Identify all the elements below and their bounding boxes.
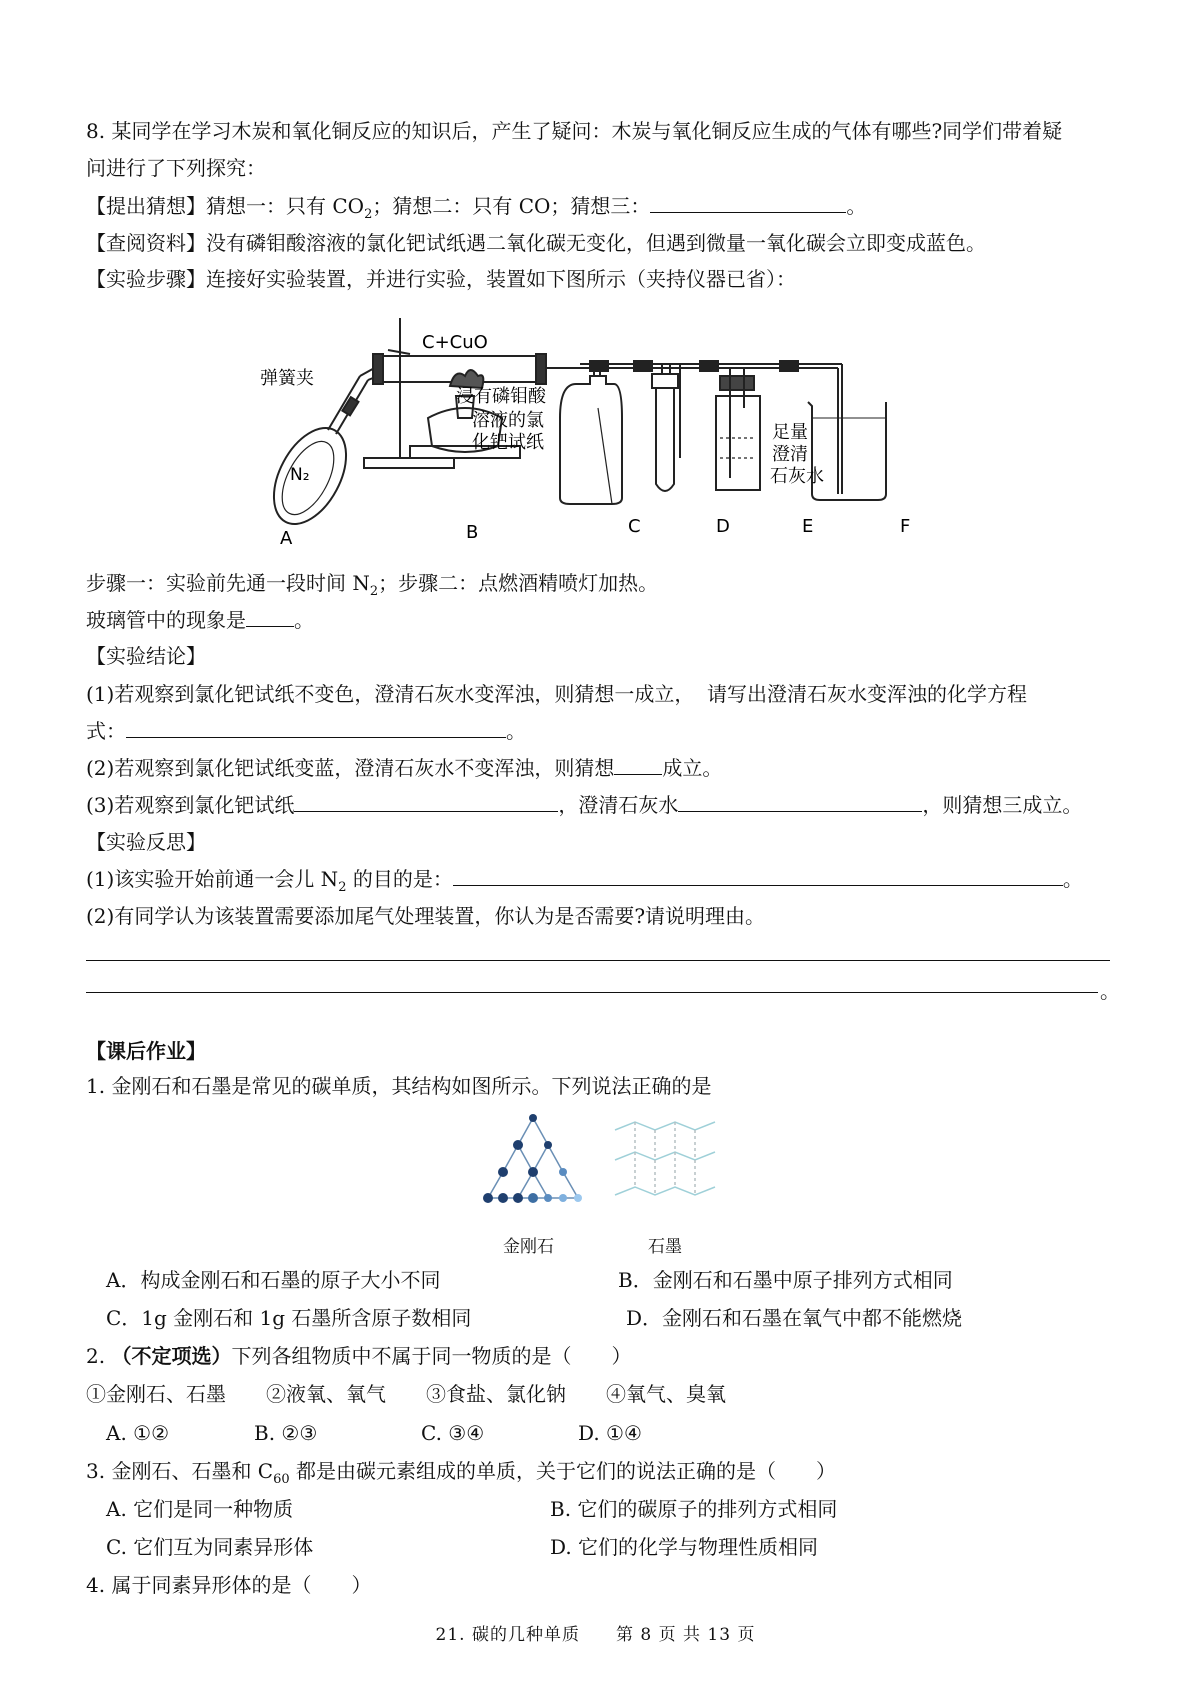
label-c: C — [628, 516, 641, 537]
hw-q1-option-a[interactable]: A．构成金刚石和石墨的原子大小不同 — [106, 1268, 441, 1292]
limewater-blank[interactable] — [678, 793, 922, 812]
hw-q3-stem: 3. 金刚石、石墨和 $C_{60}$ 都是由碳元素组成的单质，关于它们的说法正确的是（ ） — [86, 1459, 837, 1487]
answer-line-2[interactable] — [86, 992, 1098, 993]
c-cuo-label: C+CuO — [422, 332, 488, 353]
reflection-1-line: (1)该实验开始前通一会儿 $N_2$ 的目的是： 。 — [86, 867, 1083, 895]
label-d: D — [716, 516, 730, 537]
diamond-caption: 金刚石 — [503, 1237, 554, 1257]
answer-line-1[interactable] — [86, 960, 1110, 961]
hypothesis-label: 【提出猜想】 — [86, 194, 206, 218]
homework-title: 【课后作业】 — [86, 1039, 206, 1063]
graphite-caption: 石墨 — [648, 1237, 682, 1257]
answer-period: 。 — [1100, 979, 1120, 1003]
label-a: A — [280, 528, 293, 549]
q8-intro-line2: 问进行了下列探究： — [86, 156, 266, 180]
conclusion-label: 【实验结论】 — [86, 644, 206, 668]
q8-intro-line1: 8. 某同学在学习木炭和氧化铜反应的知识后，产生了疑问：木炭与氧化铜反应生成的气体有哪些?同学们带着疑 — [86, 119, 1063, 143]
hw-q1-stem: 1. 金刚石和石墨是常见的碳单质，其结构如图所示。下列说法正确的是 — [86, 1074, 712, 1098]
hw-q3-option-c[interactable]: C. 它们互为同素异形体 — [106, 1535, 314, 1559]
graphite-structure-image — [610, 1110, 720, 1210]
conclusion-3-line: (3)若观察到氯化钯试纸 ，澄清石灰水 ，则猜想三成立。 — [86, 793, 1083, 817]
n2-bag — [260, 416, 361, 536]
hypothesis-3-blank[interactable] — [650, 194, 846, 213]
equation-blank[interactable] — [126, 719, 506, 738]
hw-q2-stem: 2. （不定项选）下列各组物质中不属于同一物质的是（ ） — [86, 1344, 632, 1368]
reference-label: 【查阅资料】 — [86, 231, 206, 255]
hw-q4-stem: 4. 属于同素异形体的是（ ） — [86, 1573, 372, 1597]
n2-label: N₂ — [290, 465, 310, 485]
label-e: E — [802, 516, 814, 537]
conclusion-1-line1: (1)若观察到氯化钯试纸不变色，澄清石灰水变浑浊，则猜想一成立， 请写出澄清石灰水变浑浊的化学方程 — [86, 682, 1028, 706]
step-line: 【实验步骤】连接好实验装置，并进行实验，装置如下图所示（夹持仪器已省）： — [86, 267, 796, 291]
paper-label-3: 化钯试纸 — [472, 432, 544, 453]
reflection-2-line: (2)有同学认为该装置需要添加尾气处理装置，你认为是否需要?请说明理由。 — [86, 904, 766, 928]
diamond-structure-image — [478, 1110, 588, 1210]
hypothesis-line: 【提出猜想】猜想一：只有 $CO_2$；猜想二：只有 CO；猜想三： 。 — [86, 194, 867, 222]
reference-line: 【查阅资料】没有磷钼酸溶液的氯化钯试纸遇二氧化碳无变化，但遇到微量一氧化碳会立即变成蓝色。 — [86, 231, 986, 255]
page-footer: 21. 碳的几种单质 第 8 页 共 13 页 — [435, 1625, 756, 1645]
hw-q1-option-c[interactable]: C．1g 金刚石和 1g 石墨所含原子数相同 — [106, 1306, 472, 1330]
hypothesis-number-blank[interactable] — [614, 756, 662, 775]
reflection-label: 【实验反思】 — [86, 830, 206, 854]
conclusion-1-line2: 式： 。 — [86, 719, 526, 743]
hw-q3-option-d[interactable]: D. 它们的化学与物理性质相同 — [550, 1535, 819, 1559]
lime-label-3: 石灰水 — [770, 466, 824, 487]
paper-label-2: 溶液的氯 — [472, 410, 544, 431]
glass-phenomenon-blank[interactable] — [246, 608, 294, 627]
hw-q3-option-b[interactable]: B. 它们的碳原子的排列方式相同 — [550, 1497, 838, 1521]
step-label: 【实验步骤】 — [86, 267, 206, 291]
apparatus-diagram — [260, 318, 950, 550]
hw-q1-option-d[interactable]: D．金刚石和石墨在氧气中都不能燃烧 — [626, 1306, 963, 1330]
conclusion-2-line: (2)若观察到氯化钯试纸变蓝，澄清石灰水不变浑浊，则猜想 成立。 — [86, 756, 723, 780]
hw-q2-option-b[interactable]: B. ②③ — [254, 1421, 318, 1445]
glass-tube-line: 玻璃管中的现象是 。 — [86, 608, 314, 632]
palladium-paper-blank[interactable] — [294, 793, 558, 812]
steps-line: 步骤一：实验前先通一段时间 $N_2$；步骤二：点燃酒精喷灯加热。 — [86, 571, 659, 599]
hw-q1-option-b[interactable]: B．金刚石和石墨中原子排列方式相同 — [618, 1268, 953, 1292]
hw-q2-option-a[interactable]: A. ①② — [106, 1421, 170, 1445]
hw-q2-items: ①金刚石、石墨 ②液氧、氧气 ③食盐、氯化钠 ④氧气、臭氧 — [86, 1382, 726, 1406]
lime-label-1: 足量 — [772, 422, 808, 443]
n2-purpose-blank[interactable] — [453, 867, 1063, 886]
hw-q2-option-d[interactable]: D. ①④ — [578, 1421, 642, 1445]
hw-q2-option-c[interactable]: C. ③④ — [421, 1421, 485, 1445]
paper-label-1: 浸有磷钼酸 — [456, 386, 546, 407]
label-b: B — [466, 522, 479, 543]
label-f: F — [900, 516, 911, 537]
spring-clip-label: 弹簧夹 — [260, 368, 314, 389]
lime-label-2: 澄清 — [772, 444, 808, 465]
hw-q3-option-a[interactable]: A. 它们是同一种物质 — [106, 1497, 294, 1521]
